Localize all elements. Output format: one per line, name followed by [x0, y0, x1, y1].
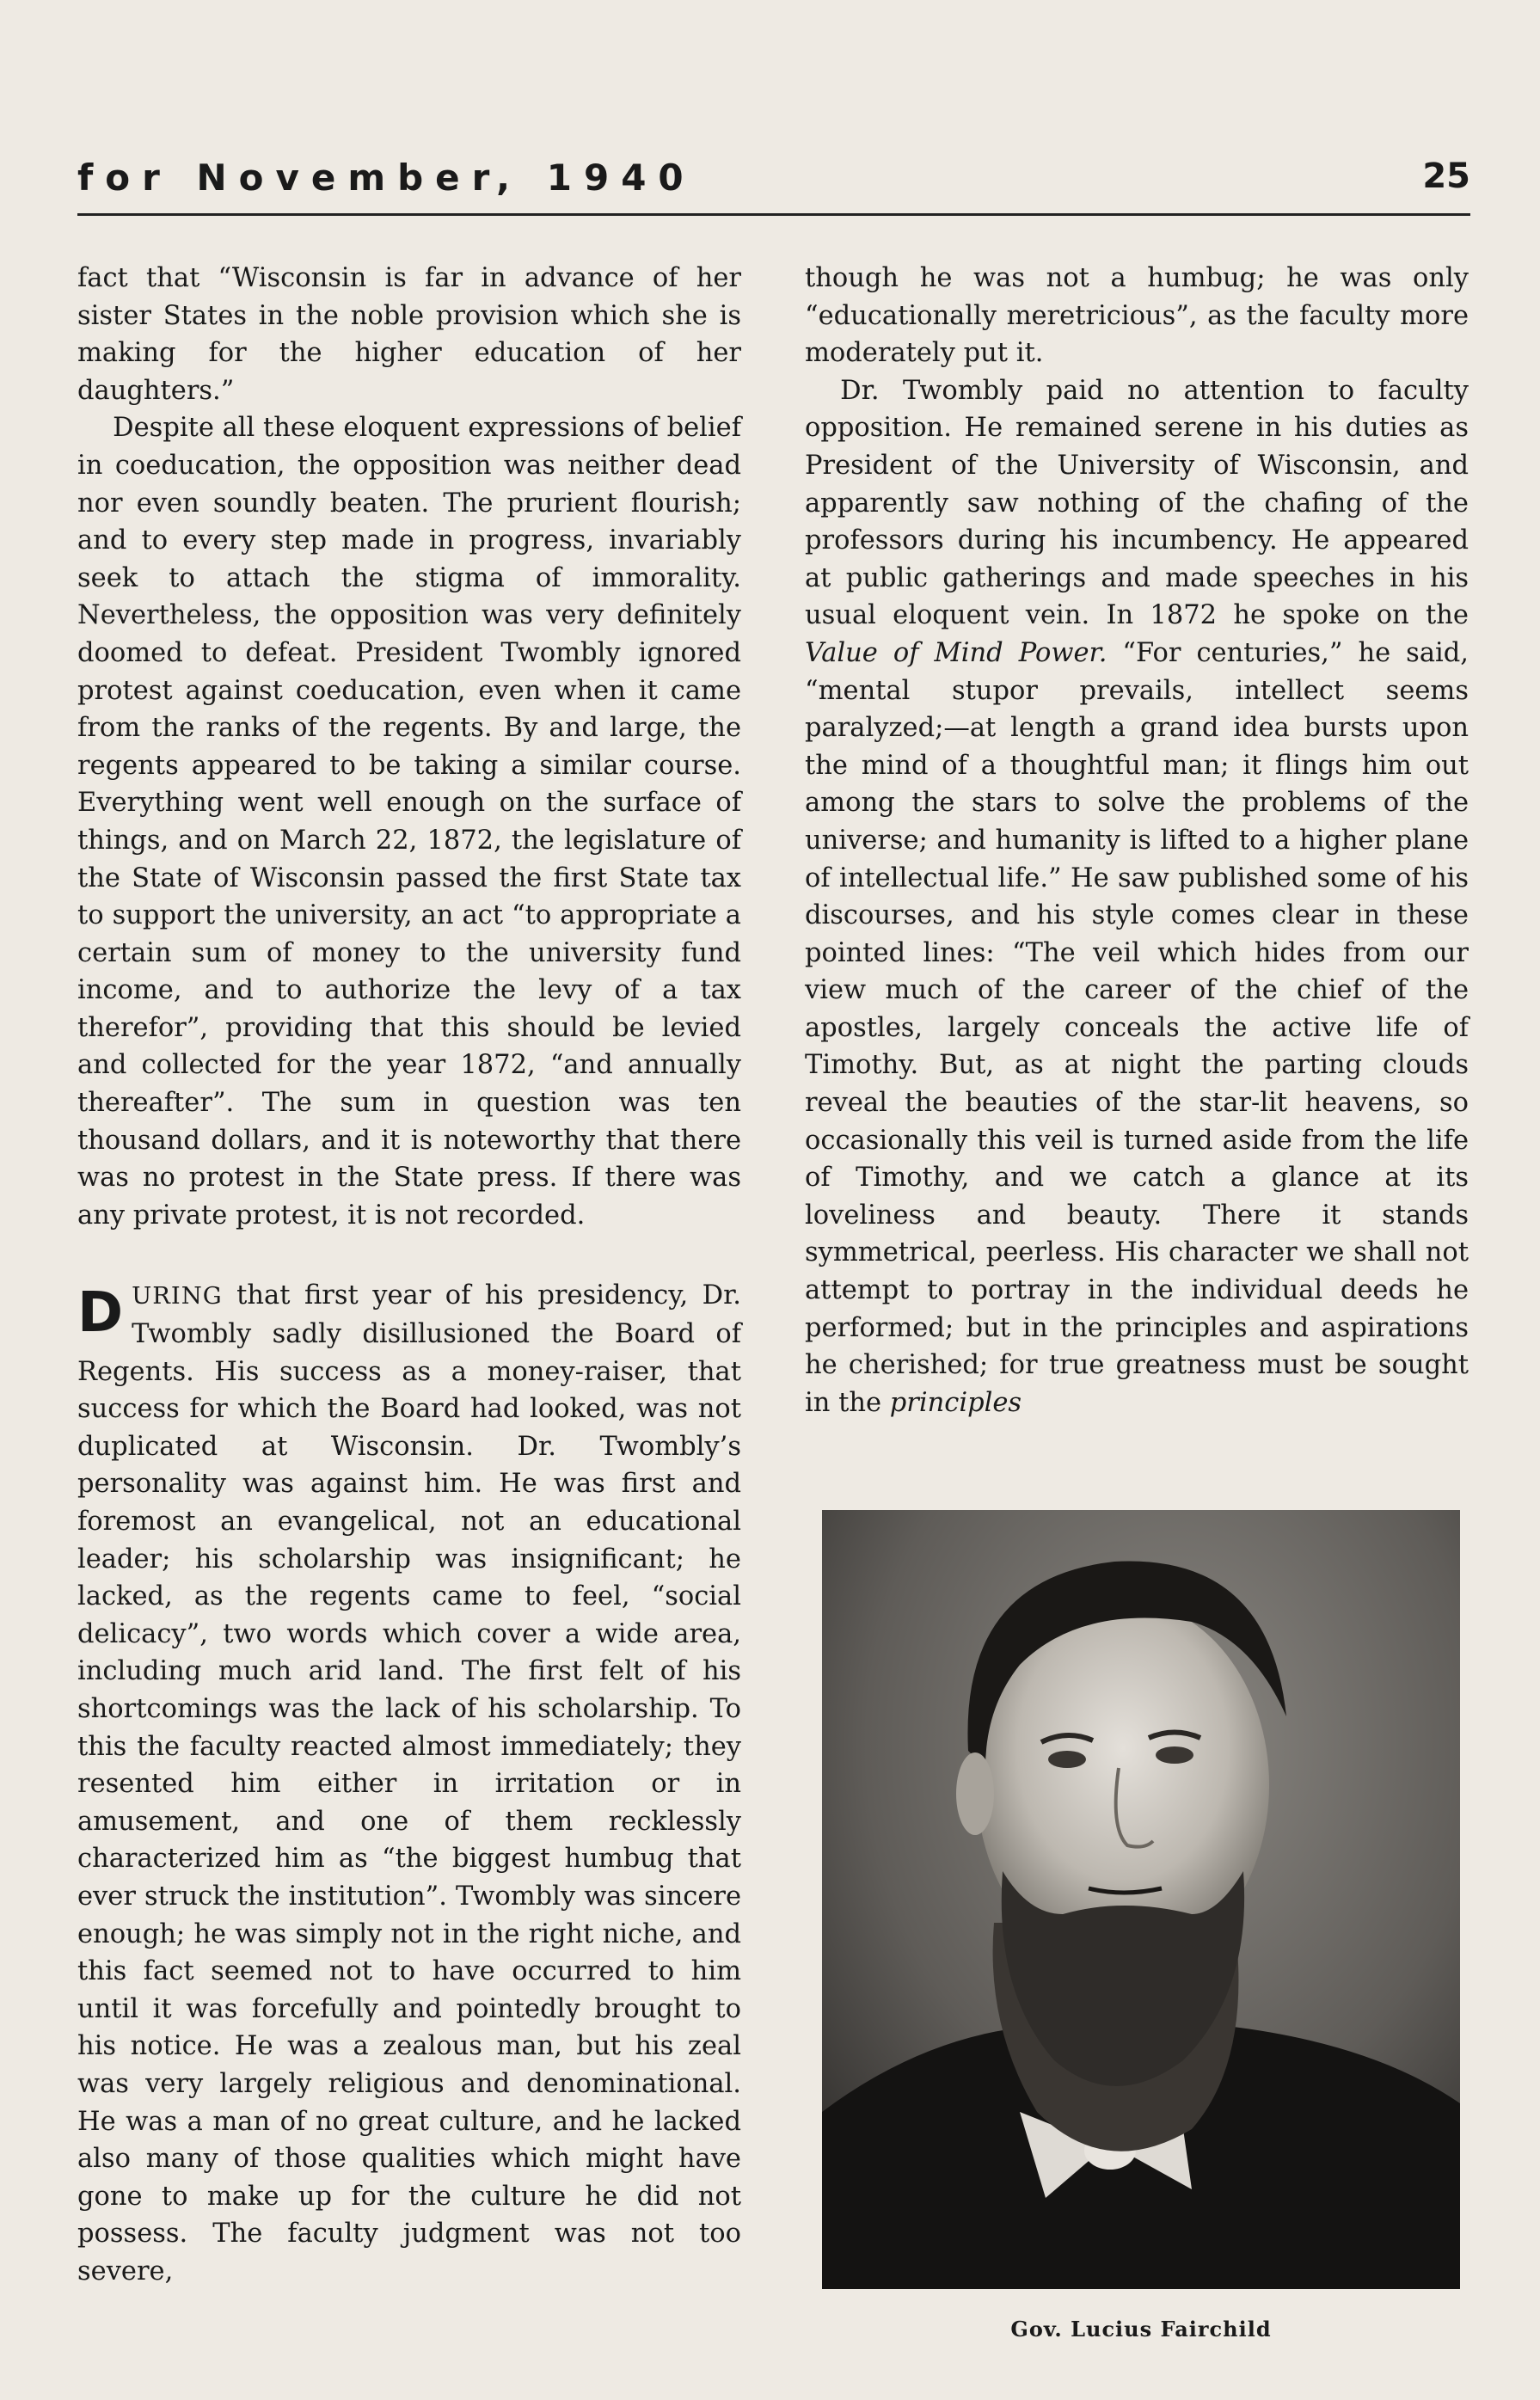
paragraph [805, 372, 1469, 1422]
paragraph-dropcap [77, 1277, 741, 2290]
left-column [77, 260, 741, 2290]
drop-cap: D [77, 1281, 124, 1346]
paragraph: fact that “Wisconsin is far in advance of her sister States in the noble provision which she is making for the higher education of her daughters.” [77, 263, 741, 406]
paragraph-text: Dr. Twombly paid no attention to faculty opposition. He remained serene in his duties as President of the University of Wisconsin, and apparently saw nothing of the chafing of the professors during his incumbency. He appeared at public gatherings and made speeches in his usual eloquent vein. In 1872 he spoke on the [805, 375, 1469, 631]
paragraph: though he was not a humbug; he was only “educationally meretricious”, as the faculty more moderately put it. [805, 263, 1469, 369]
paragraph-text: that first year of his presidency, Dr. Twombly sadly disillusioned the Board of Regents. His success as a money-raiser, that success for which the Board had looked, was not duplicated at Wisconsin. Dr. Twombly’s personality was against him. He was first and foremost an evangelical, not an educational leader; his scholarship was insignificant; he lacked, as the regents came to feel, “social delicacy”, two words which cover a wide area, including much arid land. The first felt of his shortcomings was the lack of his scholarship. To this the faculty reacted almost immediately; they resented him either in irritation or in amusement, and one of them recklessly characterized him as “the biggest humbug that ever struck the institution”. Twombly was sincere enough; he was simply not in the right niche, and this fact seemed not to have occurred to him until it was forcefully and pointedly brought to his notice. He was a zealous man, but his zeal was very largely religious and denominational. He was a man of no great culture, and he lacked also many of those qualities which might have gone to make up for the culture he did not possess. The faculty judgment was not too severe, [77, 1280, 741, 2286]
speech-title: Value of Mind Power. [805, 637, 1107, 668]
page-number: 25 [1422, 157, 1470, 196]
smallcaps-lead: URING [132, 1283, 223, 1310]
section-break [77, 1234, 741, 1277]
paragraph: Despite all these eloquent expressions of belief in coeducation, the opposition was neither dead nor even soundly beaten. The prurient flourish; and to every step made in progress, invariably seek to attach the stigma of immorality. Nevertheless, the opposition was very definitely doomed to defeat. President Twombly ignored protest against coeducation, even when it came from the ranks of the regents. By and large, the regents appeared to be taking a similar course. Everything went well enough on the surface of things, and on March 22, 1872, the legislature of the State of Wisconsin passed the first State tax to support the university, an act “to appropriate a certain sum of money to the university fund income, and to authorize the levy of a tax therefor”, providing that this should be levied and collected for the year 1872, “and annually thereafter”. The sum in question was ten thousand dollars, and it is noteworthy that there was no protest in the State press. If there was any private protest, it is not recorded. [77, 413, 741, 1231]
paragraph-text: “For centuries,” he said, “mental stupor prevails, intellect seems paralyzed;—at length a grand idea bursts upon the mind of a thoughtful man; it flings him out among the stars to solve the problems of the universe; and humanity is lifted to a higher plane of intellectual life.” He saw published some of his discourses, and his style comes clear in these pointed lines: “The veil which hides from our view much of the career of the chief of the apostles, largely conceals the active life of Timothy. But, as at night the parting clouds reveal the beauties of the star-lit heavens, so occasionally this veil is turned aside from the life of Timothy, and we catch a glance at its loveliness and beauty. There it stands symmetrical, peerless. His character we shall not attempt to portray in the individual deeds he performed; but in the principles and aspirations he cherished; for true greatness must be sought in the [805, 637, 1469, 1418]
right-column [805, 260, 1469, 1421]
running-head: for November, 1940 [77, 157, 696, 199]
italic-word: principles [889, 1387, 1022, 1418]
photo-caption: Gov. Lucius Fairchild [1010, 2317, 1272, 2342]
page-header [77, 153, 1470, 216]
portrait-photo [822, 1510, 1460, 2289]
portrait-illustration [822, 1510, 1460, 2289]
